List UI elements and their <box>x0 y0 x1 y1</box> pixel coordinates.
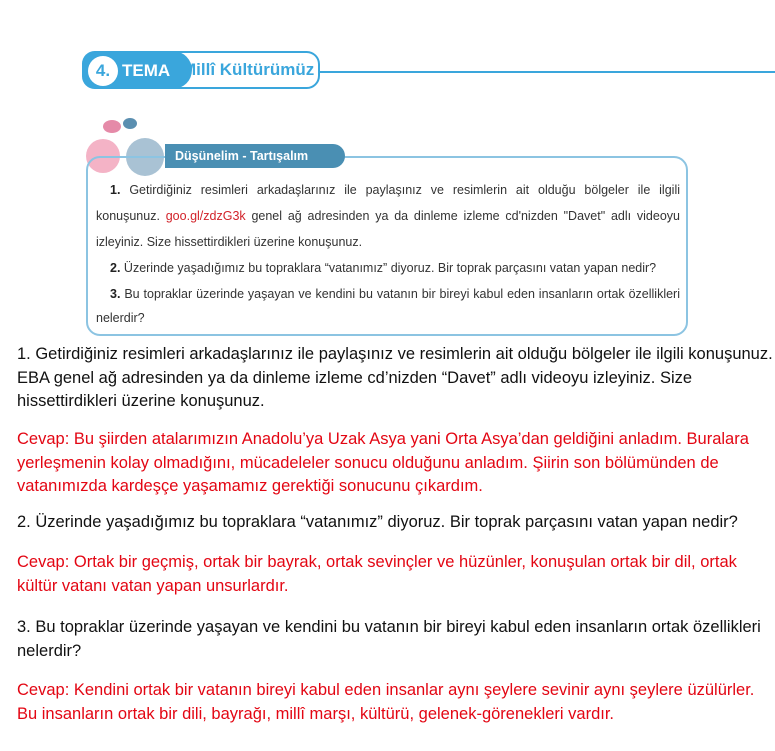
theme-badge <box>82 51 320 89</box>
video-link[interactable]: goo.gl/zdzG3k <box>165 209 246 223</box>
question-number: 3. <box>110 287 121 301</box>
theme-line <box>318 71 775 73</box>
answer-text-1: Cevap: Bu şiirden atalarımızın Anadolu’ya Uzak Asya yani Orta Asya’dan geldiğini anladım. Buralara yerleşmenin kolay olmadığını, mücadeleler sonucu olduğunu anladım. Şiirin son bölümünden de vatanımızda kardeşçe yaşamamız gerektiği sonucunu çıkardım. <box>17 430 749 495</box>
question-number: 1. <box>110 183 121 197</box>
question-text: Bu topraklar üzerinde yaşayan ve kendini bu vatanın bir bireyi kabul eden insanların ortak özellikleri nelerdir? <box>96 287 680 325</box>
theme-number: 4. <box>88 56 118 86</box>
theme-title: Millî Kültürümüz <box>182 60 315 79</box>
speech-bubble-icon <box>103 120 121 133</box>
theme-label: TEMA <box>122 61 171 80</box>
speech-bubble-icon <box>123 118 137 129</box>
answer-question-2: 2. Üzerinde yaşadığımız bu topraklara “vatanımız” diyoruz. Bir toprak parçasını vatan yapan nedir? <box>17 513 738 531</box>
question-3 <box>96 282 680 330</box>
section-header: Düşünelim - Tartışalım <box>165 144 345 168</box>
answer-question-3: 3. Bu topraklar üzerinde yaşayan ve kendini bu vatanın bir bireyi kabul eden insanların ortak özellikleri nelerdir? <box>17 618 761 660</box>
answer-question-1: 1. Getirdiğiniz resimleri arkadaşlarınız ile paylaşınız ve resimlerin ait olduğu bölgeler ile ilgili konuşunuz. EBA genel ağ adresinden ya da dinleme izleme cd’nizden “Davet” adlı videoyu izleyiniz. Size hissettirdikleri üzerine konuşunuz. <box>17 345 773 410</box>
question-number: 2. <box>110 261 121 275</box>
answer-text-2: Cevap: Ortak bir geçmiş, ortak bir bayrak, ortak sevinçler ve hüzünler, konuşulan ortak bir dil, ortak kültür vatanı vatan yapan unsurlardır. <box>17 553 737 595</box>
question-text: genel ağ adresinden ya da dinleme izleme cd'nizden "Davet" adlı videoyu izleyiniz. Size hissettirdikleri üzerine konuşunuz. <box>96 209 680 249</box>
answer-text-3: Cevap: Kendini ortak bir vatanın bireyi kabul eden insanlar aynı şeylere sevinir aynı şeylere üzülürler. Bu insanların ortak bir dili, bayrağı, millî marşı, kültürü, gelenek-görenekleri vardır. <box>17 681 755 723</box>
question-text: Getirdiğiniz resimleri arkadaşlarınız ile paylaşınız ve resimlerin ait olduğu bölgeler ile ilgili konuşunuz. <box>96 183 680 223</box>
question-2 <box>96 255 680 281</box>
question-text: Üzerinde yaşadığımız bu topraklara “vatanımız” diyoruz. Bir toprak parçasını vatan yapan nedir? <box>120 261 657 275</box>
question-1 <box>96 177 680 255</box>
